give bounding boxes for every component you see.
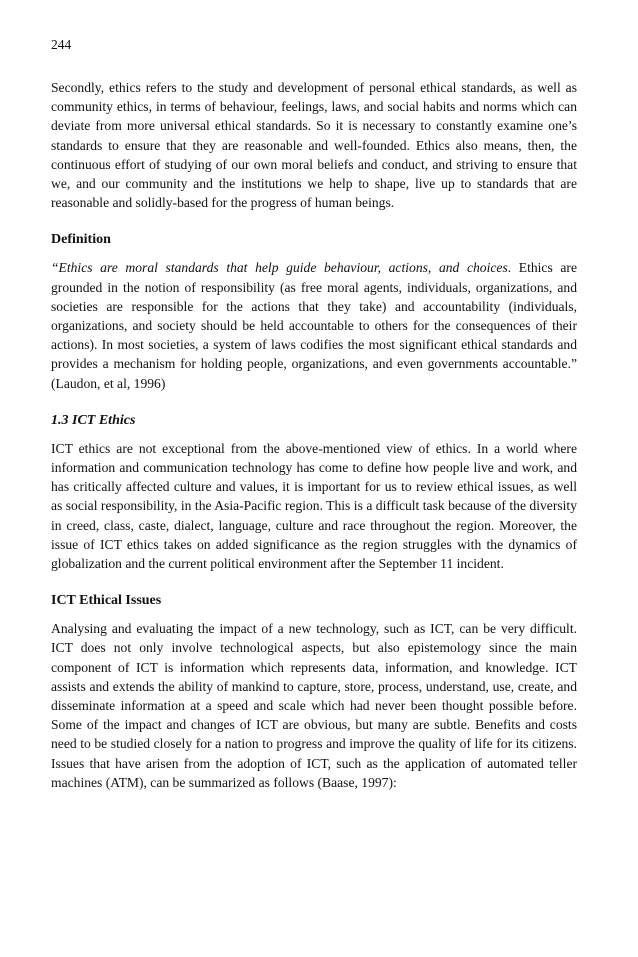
paragraph-definition [51, 258, 577, 392]
definition-quote-italic: “Ethics are moral standards that help guide behaviour, actions, and choices [51, 260, 508, 276]
document-page [51, 36, 577, 792]
heading-definition: Definition [51, 232, 111, 248]
paragraph-ict-ethical-issues: Analysing and evaluating the impact of a new technology, such as ICT, can be very difficult. ICT does not only involve technological aspects, but also epistemology since the main component of ICT is information which represents data, information, and knowledge. ICT assists and extends the ability of mankind to capture, store, process, understand, use, create, and disseminate information at a speed and scale which had never been thought possible before. Some of the impact and changes of ICT are obvious, but many are subtle. Benefits and costs need to be studied closely for a nation to progress and improve the quality of life for its citizens. Issues that have arisen from the adoption of ICT, such as the application of automated teller machines (ATM), can be summarized as follows (Baase, 1997): [51, 621, 577, 790]
heading-ict-ethics: 1.3 ICT Ethics [51, 412, 136, 428]
definition-quote-rest: . Ethics are grounded in the notion of responsibility (as free moral agents, individuals, organizations, and societies are responsible for the actions that they take) and accountability (individuals, organizations, and society should be held accountable to others for the consequences of their actions). In most societies, a system of laws codifies the most significant ethical standards and provides a mechanism for holding people, organizations, and even governments accountable.” (Laudon, et al, 1996) [51, 260, 577, 391]
page-number: 244 [51, 37, 72, 52]
paragraph-secondly: Secondly, ethics refers to the study and development of personal ethical standards, as well as community ethics, in terms of behaviour, feelings, laws, and social habits and norms which can deviate from more universal ethical standards. So it is necessary to constantly examine one’s standards to ensure that they are reasonable and well-founded. Ethics also means, then, the continuous effort of studying of our own moral beliefs and conduct, and striving to ensure that we, and our community and the institutions we help to shape, live up to standards that are reasonable and solidly-based for the progress of human beings. [51, 80, 577, 211]
heading-ict-ethical-issues: ICT Ethical Issues [51, 593, 162, 609]
paragraph-ict-ethics: ICT ethics are not exceptional from the above-mentioned view of ethics. In a world where information and communication technology has come to define how people live and work, and has critically affected culture and values, it is important for us to review ethical issues, as well as social responsibility, in the Asia-Pacific region. This is a difficult task because of the diversity in creed, class, caste, dialect, language, culture and race throughout the region. Moreover, the issue of ICT ethics takes on added significance as the region struggles with the dynamics of globalization and the current political environment after the September 11 incident. [51, 440, 577, 572]
